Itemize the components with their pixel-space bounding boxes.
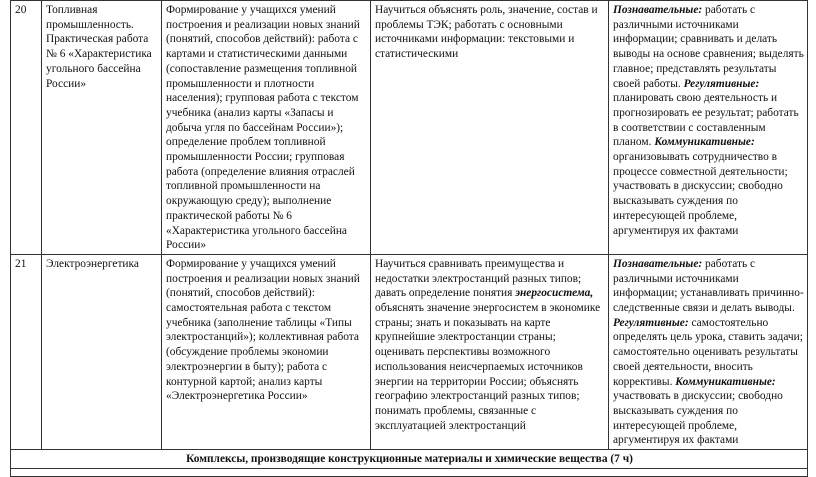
uud-regulatory-text: самостоятельно определять цель урока, ставить задачи; самостоятельно оценивать результаты своей деятельности, вносить коррективы.: [613, 316, 803, 388]
lesson-plan-table: [10, 0, 808, 477]
table-row: [11, 254, 808, 449]
lesson-number: 20: [11, 1, 42, 255]
lesson-uud: [609, 254, 808, 449]
lesson-topic: Топливная промышленность. Практическая работа № 6 «Характеристика угольного бассейна России»: [42, 1, 162, 255]
table-row: [11, 1, 808, 255]
uud-communicative-label: Коммуникативные:: [675, 375, 776, 388]
lesson-number: 21: [11, 254, 42, 449]
table-row-empty: [11, 468, 808, 476]
uud-cognitive-label: Познавательные:: [613, 257, 703, 270]
lesson-results: Научиться объяснять роль, значение, состав и проблемы ТЭК; работать с основными источниками информации: текстовыми и статистическими: [371, 1, 609, 255]
uud-cognitive-label: Познавательные:: [613, 4, 703, 16]
lesson-activities: Формирование у учащихся умений построения и реализации новых знаний (понятий, способов действий): работа с картами и статистическими данными (сопоставление размещения топливной промышленности и плотности населения); групповая работа с текстом учебника (анализ карты «Запасы и добыча угля по бассейнам России»); определение проблем топливной промышленности России; групповая работа (определение влияния отраслей топливной промышленности на окружающую среду); выполнение практической работы № 6 «Характеристика угольного бассейна России»: [162, 1, 371, 255]
uud-communicative-label: Коммуникативные:: [654, 136, 755, 149]
results-text-start: Научиться сравнивать преимущества и недостатки электростанций разных типов; давать определение понятия: [375, 257, 582, 300]
section-heading-row: [11, 450, 808, 469]
section-heading: Комплексы, производящие конструкционные материалы и химические вещества (7 ч): [11, 450, 808, 469]
uud-cognitive-text: работать с различными источниками информации; устанавливать причинно-следственные связи и делать выводы.: [613, 257, 804, 315]
results-term: энергосистема,: [515, 287, 594, 300]
lesson-topic: Электроэнергетика: [42, 254, 162, 449]
lesson-results: [371, 254, 609, 449]
lesson-activities: Формирование у учащихся умений построения и реализации новых знаний (понятий, способов действий): самостоятельная работа с текстом учебника (заполнение таблицы «Типы электростанций»); коллективная работа (обсуждение проблемы экономии электроэнергии в быту); работа с контурной картой; анализ карты «Электроэнергетика России»: [162, 254, 371, 449]
lesson-uud: [609, 1, 808, 255]
uud-regulatory-label: Регулятивные:: [613, 316, 689, 329]
uud-communicative-text: организовывать сотрудничество в процессе совместной деятельности; участвовать в дискуссии; свободно высказывать суждения по интересующей проблеме, аргументируя их фактами: [613, 151, 788, 237]
uud-communicative-text: участвовать в дискуссии; свободно высказывать суждения по интересующей проблеме, аргументируя их фактами: [613, 390, 783, 447]
uud-cognitive-text: работать с различными источниками информации; сравнивать и делать выводы на основе сравнения; выделять главное; представлять результаты своей работы.: [613, 4, 804, 90]
uud-regulatory-text: планировать свою деятельность и прогнозировать ее результат; работать в соответствии с составленным планом.: [613, 92, 799, 149]
results-text-end: объяснять значение энергосистем в экономике страны; знать и показывать на карте крупнейшие электростанции страны; оценивать перспективы возможного использования неисчерпаемых источников энергии на территории России; объяснять географию электростанций разных типов; понимать проблемы, связанные с эксплуатацией электростанций: [375, 302, 601, 432]
uud-regulatory-label: Регулятивные:: [683, 77, 760, 90]
